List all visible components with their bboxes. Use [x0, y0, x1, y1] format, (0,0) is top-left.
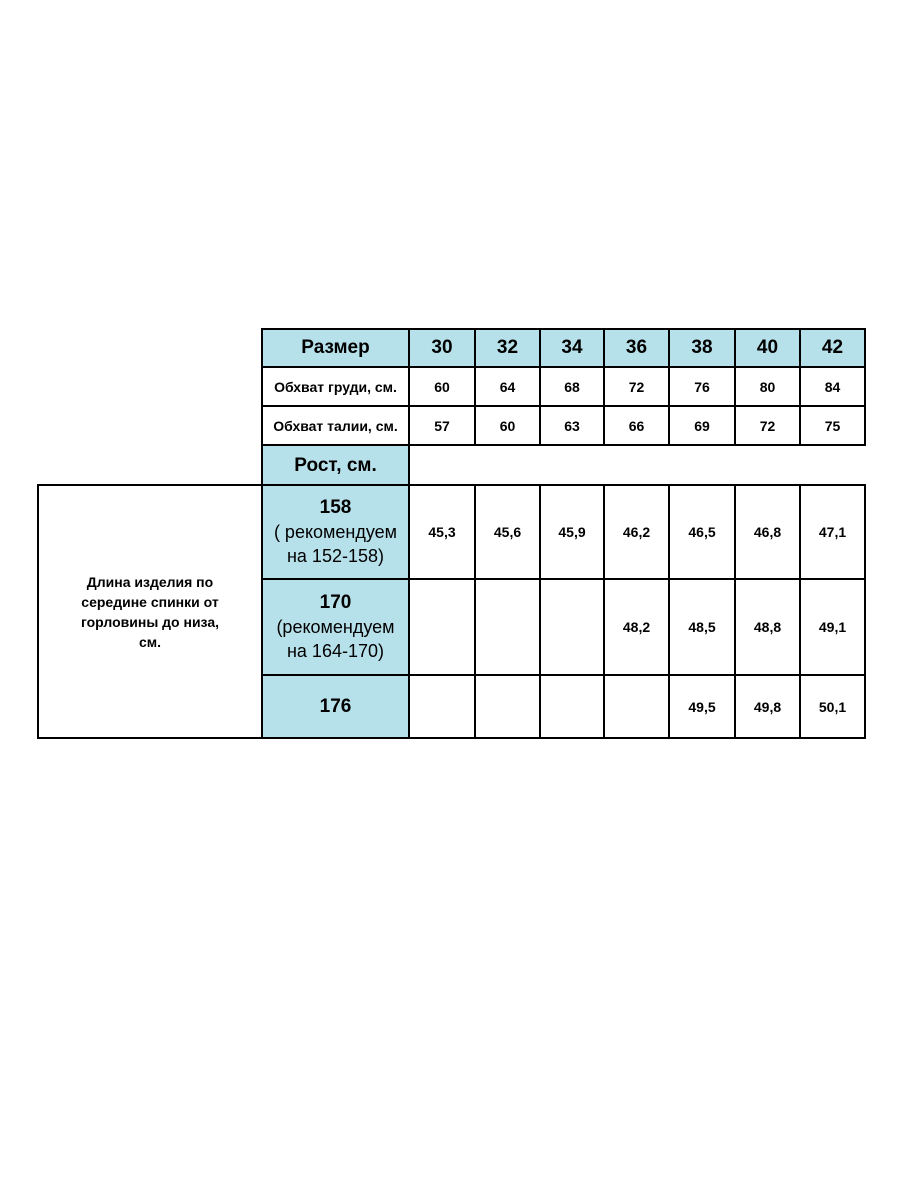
- height-value: 170: [319, 592, 352, 613]
- height-recommend-line: на 152-158): [286, 546, 384, 566]
- height-176-cell: [261, 676, 410, 739]
- length-value: [605, 676, 670, 739]
- length-value: [476, 676, 541, 739]
- waist-value: 63: [541, 407, 605, 446]
- length-value: [410, 580, 476, 676]
- chest-value: 80: [736, 368, 801, 407]
- chest-value: 72: [605, 368, 670, 407]
- size-cell: 34: [541, 328, 605, 368]
- waist-value: 66: [605, 407, 670, 446]
- length-value: 47,1: [801, 484, 866, 580]
- chest-value: 76: [670, 368, 736, 407]
- height-header-cell: Рост, см.: [261, 446, 410, 486]
- length-value: 50,1: [801, 676, 866, 739]
- chest-value: 60: [410, 368, 476, 407]
- size-cell: 36: [605, 328, 670, 368]
- length-description: Длина изделия по середине спинки от горловины до низа, см.: [37, 484, 261, 739]
- waist-value: 75: [801, 407, 866, 446]
- length-value: 49,5: [670, 676, 736, 739]
- height-170-cell: [261, 580, 410, 676]
- length-value: 46,8: [736, 484, 801, 580]
- height-158-cell: [261, 484, 410, 580]
- size-cell: 42: [801, 328, 866, 368]
- height-recommend-line: на 164-170): [286, 641, 384, 661]
- length-value: [476, 580, 541, 676]
- length-value: [410, 676, 476, 739]
- size-cell: 32: [476, 328, 541, 368]
- size-cell: 40: [736, 328, 801, 368]
- waist-label: Обхват талии, см.: [261, 407, 410, 446]
- length-value: 45,3: [410, 484, 476, 580]
- length-value: 45,9: [541, 484, 605, 580]
- length-value: 46,2: [605, 484, 670, 580]
- length-value: 48,5: [670, 580, 736, 676]
- size-cell: 38: [670, 328, 736, 368]
- height-value: 176: [319, 695, 352, 717]
- length-value: 48,8: [736, 580, 801, 676]
- size-cell: 30: [410, 328, 476, 368]
- length-value: 45,6: [476, 484, 541, 580]
- waist-value: 69: [670, 407, 736, 446]
- length-value: 48,2: [605, 580, 670, 676]
- waist-value: 72: [736, 407, 801, 446]
- chest-value: 68: [541, 368, 605, 407]
- length-value: [541, 676, 605, 739]
- length-value: 49,8: [736, 676, 801, 739]
- chest-value: 64: [476, 368, 541, 407]
- length-value: 49,1: [801, 580, 866, 676]
- height-value: 158: [319, 497, 352, 518]
- waist-value: 57: [410, 407, 476, 446]
- length-value: [541, 580, 605, 676]
- length-value: 46,5: [670, 484, 736, 580]
- height-recommend-line: (рекомендуем: [276, 617, 395, 637]
- chest-label: Обхват груди, см.: [261, 368, 410, 407]
- chest-value: 84: [801, 368, 866, 407]
- size-header-cell: Размер: [261, 328, 410, 368]
- waist-value: 60: [476, 407, 541, 446]
- height-recommend-line: ( рекомендуем: [273, 522, 398, 542]
